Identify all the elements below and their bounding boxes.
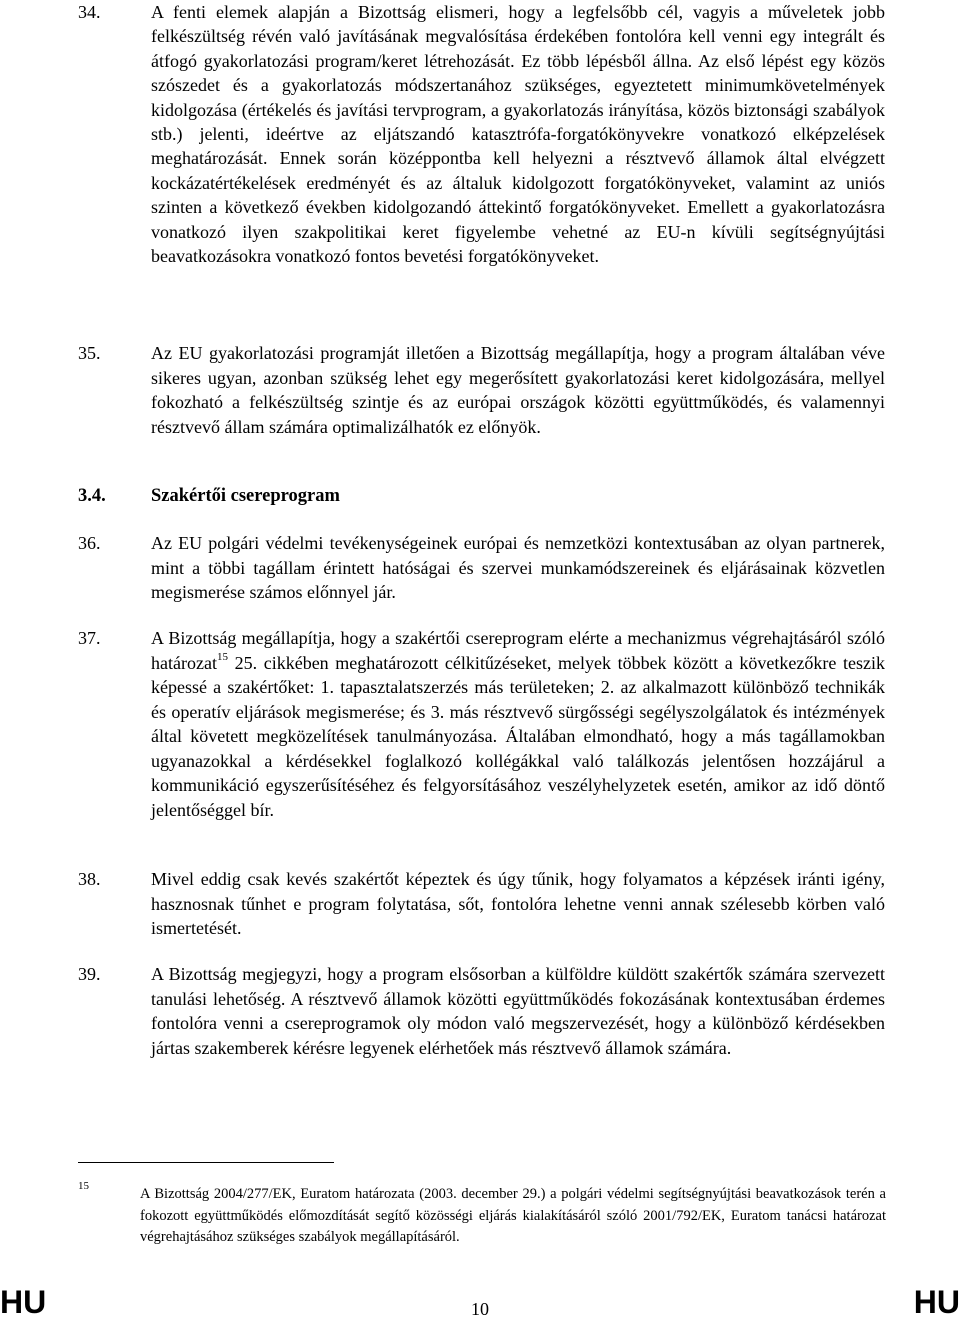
- paragraph-text: A Bizottság megjegyzi, hogy a program elsősorban a külföldre küldött szakértők számára szervezett tanulási lehetőség. A résztvevő államok közötti együttműködés fokozásának kontextusában érdemes fontolóra venni a csereprogramok oly módon való megszervezését, hogy a különböző kérdésekben jártas szakemberek kérésre legyenek elérhetőek más résztvevő államok számára.: [151, 964, 885, 1058]
- paragraph-text: Az EU gyakorlatozási programját illetően a Bizottság megállapítja, hogy a program általában véve sikeres ugyan, azonban szükség lehet egy megerősített gyakorlatozási keret kidolgozására, mellyel fokozható a felkészültség szintje és az európai országok közötti együttműködés, és valamennyi résztvevő állam számára optimalizálhatók ez előnyök.: [151, 343, 885, 437]
- footer-language-right: HU: [913, 1284, 960, 1320]
- paragraph-text-part: 25. cikkében meghatározott célkitűzéseket, melyek többek között a következőkre teszik képessé a szakértőket: 1. tapasztalatszerzés más területeken; 2. az alkalmazott különböző technikák és operatív eljárások megismerése; és 3. más résztvevő sürgősségi segélyszolgálatok és intézmények által követett megközelítések tanulmányozása. Általában elmondható, hogy a más tagállamokban ugyanazokkal a kérdésekkel foglalkozó kollégákkal való találkozás jelentősen hozzájárul a kommunikáció egyszerűsítéséhez és felgyorsításához veszélyhelyzetek esetén, amikor az idő döntő jelentőséggel bír.: [151, 652, 885, 820]
- paragraph-number: 37.: [78, 628, 101, 648]
- footnote-text: A Bizottság 2004/277/EK, Euratom határozata (2003. december 29.) a polgári védelmi segítségnyújtási beavatkozások terén a fokozott együttműködés előmozdítását segítő közösségi eljárás kialakításáról szóló 2001/792/EK, Euratom tanácsi határozat végrehajtásához szükséges szabályok megállapításáról.: [140, 1186, 886, 1245]
- paragraph-text: Az EU polgári védelmi tevékenységeinek európai és nemzetközi kontextusában az olyan partnerek, mint a többi tagállam érintett hatóságai és szervei munkamódszereinek és eljárásainak közvetlen megismerése számos előnnyel jár.: [151, 533, 885, 602]
- section-title: Szakértői csereprogram: [151, 486, 340, 506]
- paragraph-number: 36.: [78, 533, 101, 553]
- paragraph-text: A fenti elemek alapján a Bizottság elismeri, hogy a legfelsőbb cél, vagyis a műveletek jobb felkészültség révén való javításának megvalósítása érdekében fontolóra kell venni egy integrált és átfogó gyakorlatozási program/keret létrehozását. Ez több lépésből állna. Az első lépést egy közös szószedet és a gyakorlatozás módszertanához szükséges, egyeztetett minimumkövetelmények kidolgozása (értékelés és javítási tervprogram, a gyakorlatozás irányítása, közös biztonsági szabályok stb.) jelenti, ideértve az eljátszandó katasztrófa-forgatókönyvekre vonatkozó elképzelések meghatározását. Ennek során középpontba kell helyezni a résztvevő államok által elvégzett kockázatértékelések eredményét és az általuk kidolgozott forgatókönyveket, valamint az uniós szinten a következő években kidolgozandó áttekintő forgatókönyveket. Emellett a gyakorlatozásra vonatkozó ilyen szakpolitikai keret figyelembe vehetné az EU-n kívüli segítségnyújtási beavatkozásokra vonatkozó fontos bevetési forgatókönyveket.: [151, 2, 885, 267]
- paragraph-number: 38.: [78, 869, 101, 889]
- footer-language-left: HU: [0, 1284, 47, 1320]
- footnote-number: 15: [78, 1180, 89, 1192]
- paragraph-text: Mivel eddig csak kevés szakértőt képeztek és úgy tűnik, hogy folyamatos a képzések iránti igény, hasznosnak tűnhet e program folytatása, sőt, fontolóra lehetne venni annak szélesebb körben való ismertetését.: [151, 869, 885, 938]
- footnote-separator: [78, 1162, 334, 1163]
- paragraph-number: 35.: [78, 343, 101, 363]
- paragraph-number: 34.: [78, 2, 101, 22]
- page-number: 10: [471, 1299, 489, 1319]
- paragraph-number: 39.: [78, 964, 101, 984]
- paragraph-text: [151, 626, 885, 822]
- footnote-reference[interactable]: 15: [216, 650, 228, 663]
- paragraph-text-part: A Bizottság megállapítja, hogy a szakértői csereprogram elérte a mechanizmus végrehajtásáról szóló határozat: [151, 628, 885, 673]
- section-number: 3.4.: [78, 486, 106, 506]
